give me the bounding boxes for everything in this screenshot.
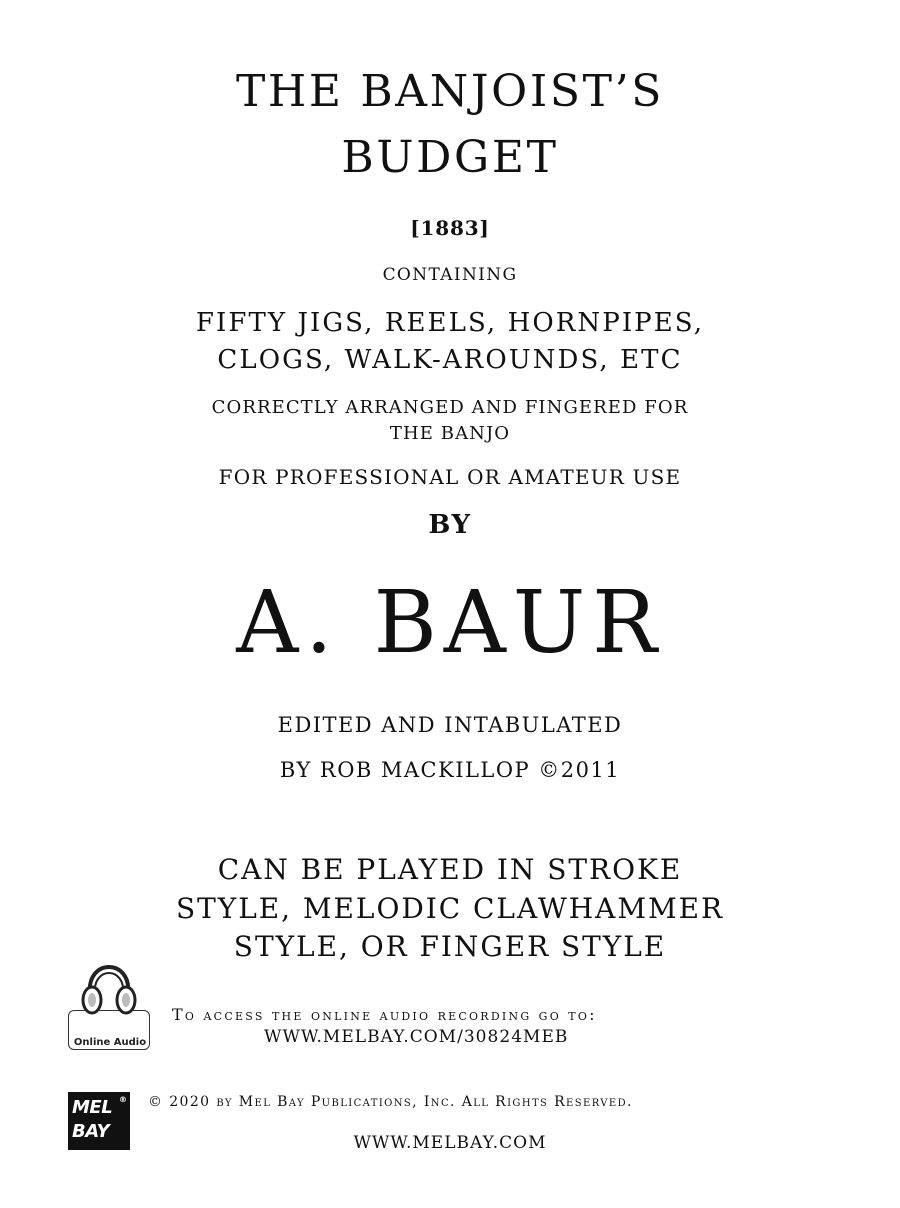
title-line-1: THE BANJOIST’S xyxy=(235,66,665,117)
by-label: BY xyxy=(428,510,472,540)
style-line-1: CAN BE PLAYED IN STROKE xyxy=(217,853,683,886)
headphones-icon xyxy=(78,948,140,1024)
audio-access-text: To access the online audio recording go to: xyxy=(172,1005,597,1024)
online-audio-label: Online Audio xyxy=(73,1037,147,1048)
style-line-2: STYLE, MELODIC CLAWHAMMER xyxy=(175,892,725,925)
logo-text-mel: MEL xyxy=(72,1097,113,1118)
contents-line-1: FIFTY JIGS, REELS, HORNPIPES, xyxy=(195,308,705,338)
arranged-line-1: CORRECTLY ARRANGED AND FINGERED FOR xyxy=(211,397,689,418)
edited-line-1: EDITED AND INTABULATED xyxy=(277,713,623,737)
author-name: A. BAUR xyxy=(236,573,664,673)
containing-label: CONTAINING xyxy=(382,265,518,285)
copyright-notice: © 2020 by Mel Bay Publications, Inc. All Rights Reserved. xyxy=(148,1094,633,1110)
online-audio-badge xyxy=(68,948,152,1052)
title-line-2: BUDGET xyxy=(341,132,559,183)
arranged-line-2: THE BANJO xyxy=(389,423,511,444)
style-line-3: STYLE, OR FINGER STYLE xyxy=(233,930,667,963)
contents-line-2: CLOGS, WALK-AROUNDS, ETC xyxy=(217,345,683,375)
publisher-website[interactable]: WWW.MELBAY.COM xyxy=(353,1133,547,1153)
audio-access-url[interactable]: WWW.MELBAY.COM/30824MEB xyxy=(264,1027,569,1047)
registered-mark: ® xyxy=(119,1095,127,1104)
usage-line: FOR PROFESSIONAL OR AMATEUR USE xyxy=(218,465,682,489)
logo-text-bay: BAY xyxy=(72,1121,110,1142)
edited-line-2: BY ROB MACKILLOP ©2011 xyxy=(279,758,621,782)
publication-year: [1883] xyxy=(410,216,490,240)
